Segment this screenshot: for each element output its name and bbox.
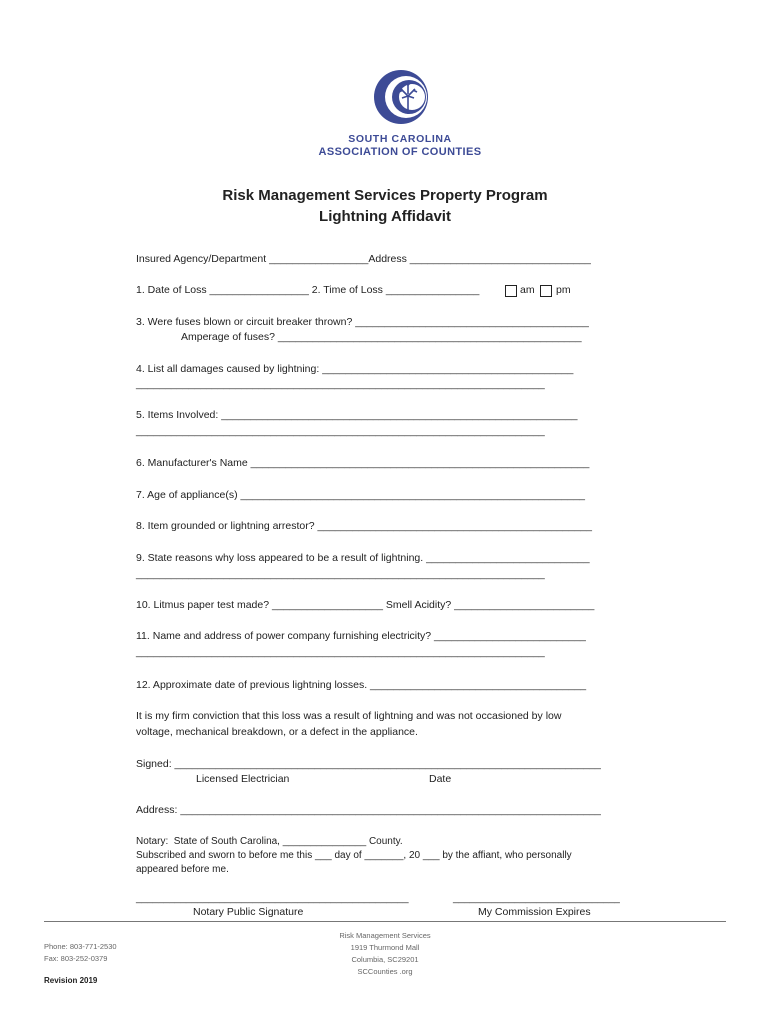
conviction-statement-2: voltage, mechanical breakdown, or a defect in the appliance.: [136, 726, 418, 738]
am-label: am: [520, 284, 535, 296]
footer-website: SCCounties .org: [357, 967, 413, 976]
revision-label: Revision 2019: [44, 976, 98, 985]
q6-manufacturer-line[interactable]: 6. Manufacturer's Name __________________________________________________________: [136, 457, 590, 469]
q8-grounded-line[interactable]: 8. Item grounded or lightning arrestor? _______________________________________________: [136, 520, 592, 532]
footer-fax: Fax: 803-252-0379: [44, 954, 108, 963]
q5-items-line[interactable]: 5. Items Involved: _____________________________________________________________: [136, 409, 578, 421]
notary-signature-label: Notary Public Signature: [193, 906, 304, 918]
q7-age-line[interactable]: 7. Age of appliance(s) ___________________________________________________________: [136, 489, 586, 501]
q3-fuses-line[interactable]: 3. Were fuses blown or circuit breaker thrown? ________________________________________: [136, 316, 589, 328]
footer-divider: [44, 921, 726, 922]
form-subtitle: Lightning Affidavit: [319, 208, 451, 225]
conviction-statement-1: It is my firm conviction that this loss was a result of lightning and was not occasioned by low: [136, 710, 562, 722]
q5-continuation-line[interactable]: ______________________________________________________________________: [136, 425, 545, 437]
q4-damages-line[interactable]: 4. List all damages caused by lightning: ___________________________________________: [136, 363, 574, 375]
commission-expires-label: My Commission Expires: [478, 906, 591, 918]
date-label: Date: [429, 773, 452, 785]
notary-state-line[interactable]: Notary: State of South Carolina, _______________ County.: [136, 836, 403, 847]
pm-label: pm: [556, 284, 571, 296]
date-time-line[interactable]: 1. Date of Loss _________________ 2. Time of Loss ________________: [136, 284, 480, 296]
q9-continuation-line[interactable]: ______________________________________________________________________: [136, 568, 545, 580]
notary-sworn-line[interactable]: Subscribed and sworn to before me this ___ day of _______, 20 ___ by the affiant, who personally: [136, 850, 572, 861]
org-name-line2: ASSOCIATION OF COUNTIES: [318, 146, 482, 158]
agency-address-line[interactable]: Insured Agency/Department _________________Address _______________________________: [136, 253, 591, 265]
licensed-electrician-label: Licensed Electrician: [196, 773, 290, 785]
q11-power-company-line[interactable]: 11. Name and address of power company furnishing electricity? __________________________: [136, 630, 586, 642]
q3-amperage-line[interactable]: Amperage of fuses? ____________________________________________________: [181, 331, 582, 343]
footer-phone: Phone: 803-771-2530: [44, 942, 117, 951]
pm-checkbox[interactable]: [540, 285, 552, 297]
q10-litmus-line[interactable]: 10. Litmus paper test made? ___________________ Smell Acidity? ________________________: [136, 599, 595, 611]
footer-street: 1919 Thurmond Mall: [350, 943, 420, 952]
signed-line[interactable]: Signed: _________________________________________________________________________: [136, 758, 601, 770]
org-name-line1: SOUTH CAROLINA: [348, 133, 452, 145]
association-logo: [372, 68, 430, 126]
am-checkbox[interactable]: [505, 285, 517, 297]
notary-signature-line[interactable]: _________________________________________________: [136, 893, 409, 904]
footer-city: Columbia, SC29201: [351, 955, 419, 964]
q11-continuation-line[interactable]: ______________________________________________________________________: [136, 646, 545, 658]
notary-appeared-line: appeared before me.: [136, 864, 229, 875]
q9-reasons-line[interactable]: 9. State reasons why loss appeared to be a result of lightning. ____________________________: [136, 552, 590, 564]
address-line[interactable]: Address: ________________________________________________________________________: [136, 804, 601, 816]
commission-expires-line[interactable]: ______________________________: [453, 893, 620, 904]
q12-previous-losses-line[interactable]: 12. Approximate date of previous lightning losses. _____________________________________: [136, 679, 587, 691]
q4-continuation-line[interactable]: ______________________________________________________________________: [136, 378, 545, 390]
footer-dept: Risk Management Services: [339, 931, 431, 940]
form-title: Risk Management Services Property Program: [222, 187, 548, 204]
